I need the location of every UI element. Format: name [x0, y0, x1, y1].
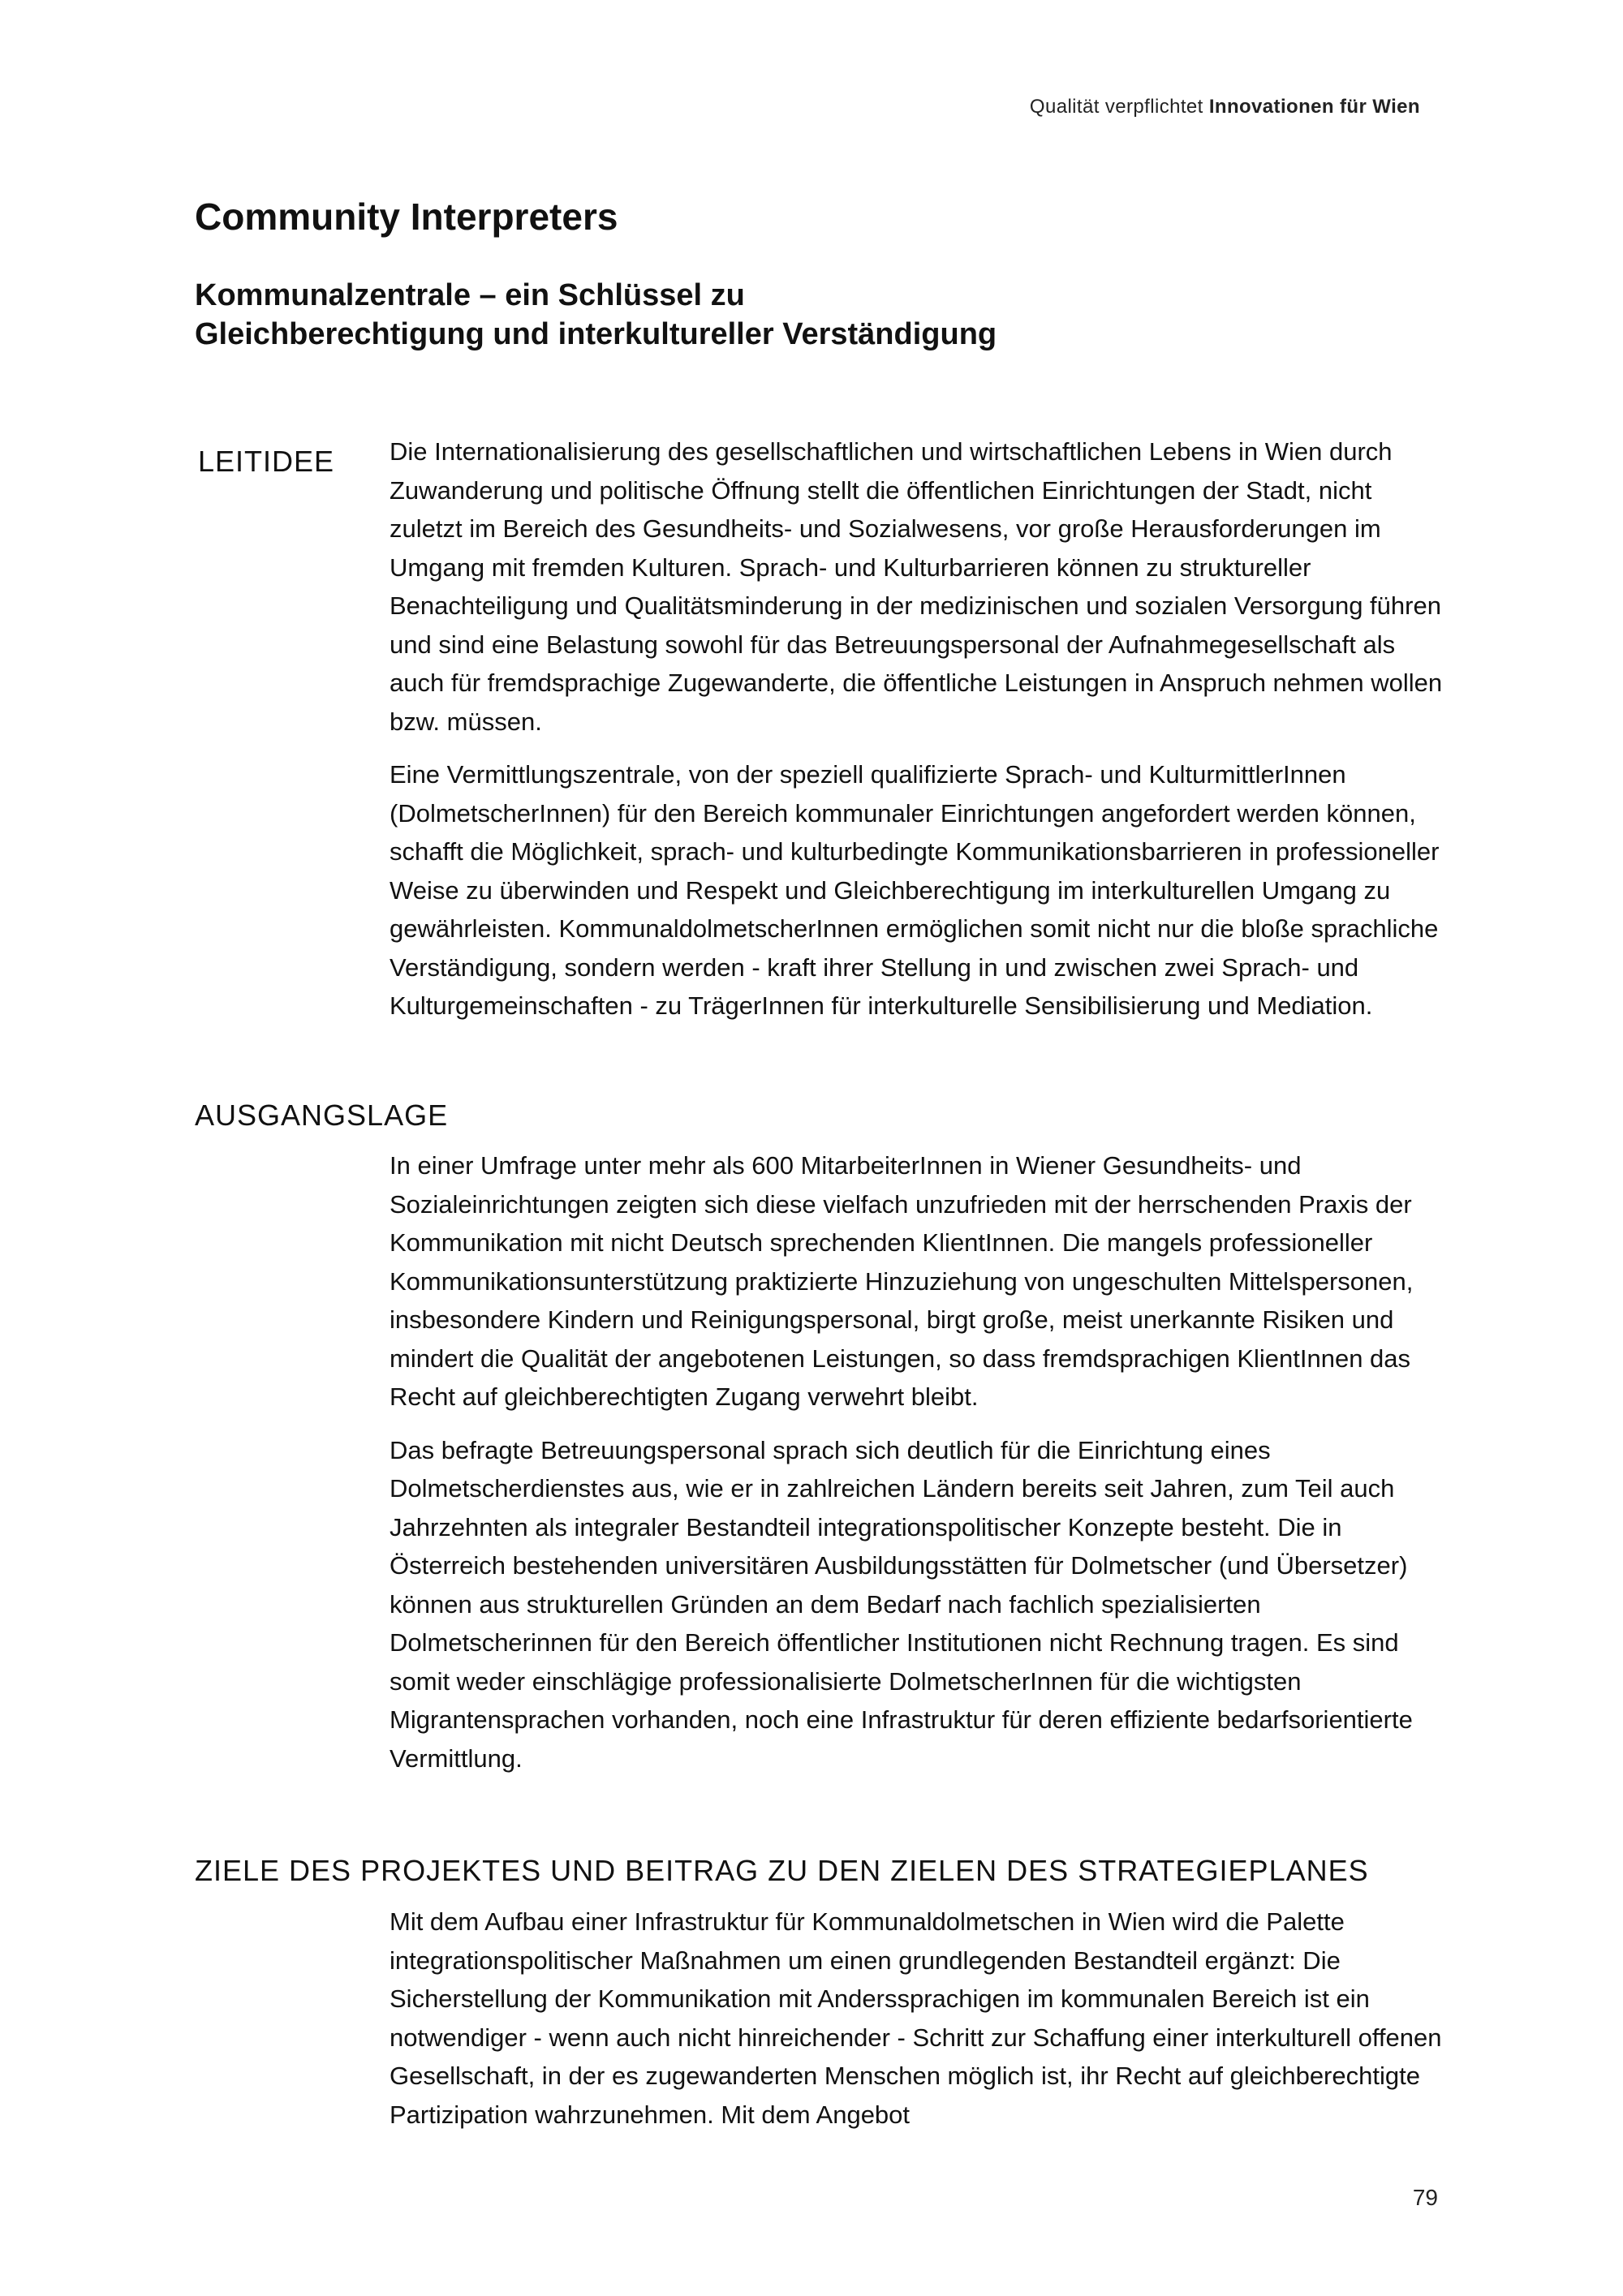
section-label-leitidee: LEITIDEE: [198, 445, 335, 478]
running-header: [1030, 96, 1420, 118]
paragraph: In einer Umfrage unter mehr als 600 MitarbeiterInnen in Wiener Gesundheits- und Sozialeinrichtungen zeigten sich diese vielfach unzufrieden mit der herrschenden Praxis der Kommunikation mit nicht Deutsch sprechenden KlientInnen. Die mangels professioneller Kommunikationsunterstützung praktizierte Hinzuziehung von ungeschulten Mittelspersonen, insbesondere Kindern und Reinigungspersonal, birgt große, meist unerkannte Risiken und mindert die Qualität der angebotenen Leistungen, so dass fremdsprachigen KlientInnen das Recht auf gleichberechtigten Zugang verwehrt bleibt.: [390, 1151, 1414, 1411]
header-emphasis: Innovationen für Wien: [1208, 96, 1420, 118]
section-body-leitidee: [390, 432, 1444, 1040]
paragraph: Mit dem Aufbau einer Infrastruktur für Kommunaldolmetschen in Wien wird die Palette integrationspolitischer Maßnahmen um einen grundlegenden Bestandteil ergänzt: Die Sicherstellung der Kommunikation mit Anderssprachigen im kommunalen Bereich ist ein notwendiger - wenn auch nicht hinreichender - Schritt zur Schaffung einer interkulturell offenen Gesellschaft, in der es zugewanderten Menschen möglich ist, ihr Recht auf gleichberechtigte Partizipation wahrzunehmen. Mit dem Angebot: [390, 1907, 1442, 2129]
page-title: Community Interpreters: [195, 196, 618, 238]
page-number: 79: [1412, 2185, 1438, 2210]
subtitle-line-1: Kommunalzentrale – ein Schlüssel zu: [195, 278, 745, 312]
paragraph: Eine Vermittlungszentrale, von der speziell qualifizierte Sprach- und KulturmittlerInnen (DolmetscherInnen) für den Bereich kommunaler Einrichtungen angefordert werden können, schafft die Möglichkeit, sprach- und kulturbedingte Kommunikationsbarrieren in professioneller Weise zu überwinden und Respekt und Gleichberechtigung im interkulturellen Umgang zu gewährleisten. KommunaldolmetscherInnen ermöglichen somit nicht nur die bloße sprachliche Verständigung, sondern werden - kraft ihrer Stellung in und zwischen zwei Sprach- und Kulturgemeinschaften - zu TrägerInnen für interkulturelle Sensibilisierung und Mediation.: [390, 760, 1440, 1020]
paragraph: Die Internationalisierung des gesellschaftlichen und wirtschaftlichen Lebens in Wien durch Zuwanderung und politische Öffnung stellt die öffentlichen Einrichtungen der Stadt, nicht zuletzt im Bereich des Gesundheits- und Sozialwesens, vor große Herausforderungen im Umgang mit fremden Kulturen. Sprach- und Kulturbarrieren können zu struktureller Benachteiligung und Qualitätsminderung in der medizinischen und sozialen Versorgung führen und sind eine Belastung sowohl für das Betreuungspersonal der Aufnahmegesellschaft als auch für fremdsprachige Zugewanderte, die öffentliche Leistungen in Anspruch nehmen wollen bzw. müssen.: [390, 437, 1443, 736]
page-subtitle: [195, 276, 1412, 354]
section-body-ausgangslage: [390, 1146, 1444, 1792]
section-body-ziele: [390, 1903, 1444, 2148]
section-label-ziele: ZIELE DES PROJEKTES UND BEITRAG ZU DEN ZIELEN DES STRATEGIEPLANES: [195, 1854, 1369, 1887]
header-prefix: Qualität verpflichtet: [1029, 96, 1203, 118]
subtitle-line-2: Gleichberechtigung und interkultureller Verständigung: [195, 317, 997, 351]
section-label-ausgangslage: AUSGANGSLAGE: [195, 1099, 449, 1132]
paragraph: Das befragte Betreuungspersonal sprach sich deutlich für die Einrichtung eines Dolmetscherdienstes aus, wie er in zahlreichen Ländern bereits seit Jahren, zum Teil auch Jahrzehnten als integraler Bestandteil integrationspolitischer Konzepte besteht. Die in Österreich bestehenden universitären Ausbildungsstätten für Dolmetscher (und Übersetzer) können aus strukturellen Gründen an dem Bedarf nach fachlich spezialisierten Dolmetscherinnen für den Bereich öffentlicher Institutionen nicht Rechnung tragen. Es sind somit weder einschlägige professionalisierte DolmetscherInnen für die wichtigsten Migrantensprachen vorhanden, noch eine Infrastruktur für deren effiziente bedarfsorientierte Vermittlung.: [390, 1435, 1413, 1773]
